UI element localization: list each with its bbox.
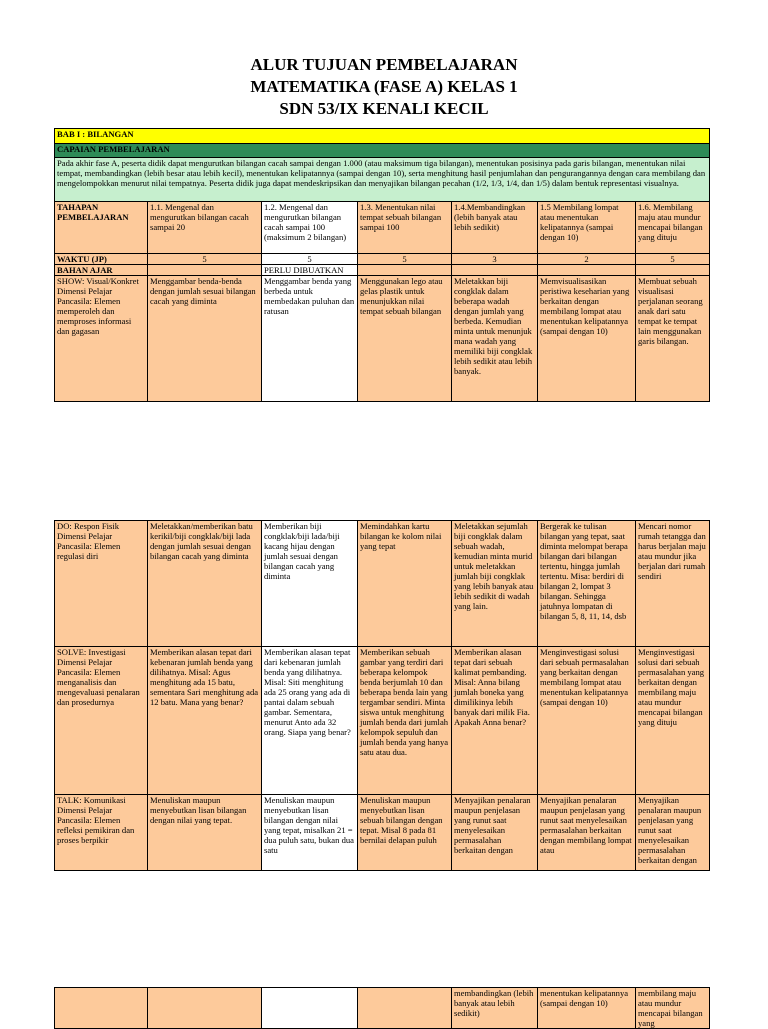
talk-4: Menyajikan penalaran maupun penjelasan yang runut saat menyelesaikan permasalahan berkaitan dengan [452,795,538,871]
cont-5: menentukan kelipatannya (sampai dengan 10) [538,988,636,1029]
solve-label: SOLVE: Investigasi Dimensi Pelajar Pancasila: Elemen menganalisis dan mengevaluasi penalaran dan prosedurnya [55,647,148,795]
do-5: Bergerak ke tulisan bilangan yang tepat, saat diminta melompat berapa bilangan dari bilangan tertentu, hingga jumlah tertentu. Misa: berdiri di bilangan 2, lompat 3 bilangan. Sehingga jatuhnya lompatan di bilangan 5, 8, 11, 14, dsb [538,521,636,647]
show-5: Memvisualisasikan peristiwa keseharian yang berkaitan dengan membilang lompat atau menentukan kelipatannya (sampai dengan 10) [538,276,636,402]
do-2: Memberikan biji congklak/biji lada/biji kacang hijau dengan jumlah sesuai dengan bilangan cacah yang diminta [262,521,358,647]
do-3: Memindahkan kartu bilangan ke kolom nilai yang tepat [358,521,452,647]
atp-table-3 [54,987,710,1029]
talk-1: Menuliskan maupun menyebutkan lisan bilangan dengan nilai yang tepat. [148,795,262,871]
waktu-3: 5 [358,254,452,265]
talk-5: Menyajikan penalaran maupun penjelasan yang runut saat menyelesaikan permasalahan berkaitan dengan membilang lompat atau [538,795,636,871]
atp-table-2 [54,520,710,871]
solve-3: Memberikan sebuah gambar yang terdiri dari beberapa kelompok benda berjumlah 10 dan beberapa benda lain yang tergambar sendiri. Minta siswa untuk menghitung jumlah benda dari jumlah kelompok sepuluh dan jumlah benda yang hanya satu atau dua. [358,647,452,795]
cont-1 [148,988,262,1029]
show-label: SHOW: Visual/Konkret Dimensi Pelajar Pancasila: Elemen memperoleh dan memproses informasi dan gagasan [55,276,148,402]
tujuan-1-5: 1.5 Membilang lompat atau menentukan kelipatannya (sampai dengan 10) [538,202,636,254]
bahan-5 [538,265,636,276]
solve-1: Memberikan alasan tepat dari kebenaran jumlah benda yang dilihatnya. Misal: Agus menghitung ada 15 batu, sementara Sari menghitung ada 12 batu. Mana yang benar? [148,647,262,795]
talk-3: Menuliskan maupun menyebutkan lisan sebuah bilangan dengan tepat. Misal 8 pada 81 bernilai delapan puluh [358,795,452,871]
show-4: Meletakkan biji congklak dalam beberapa wadah dengan jumlah yang berbeda. Kemudian minta untuk menunjuk mana wadah yang memiliki biji congklak lebih sedikit atau lebih banyak. [452,276,538,402]
talk-2: Menuliskan maupun menyebutkan lisan bilangan dengan nilai yang tepat, misalkan 21 = dua puluh satu, bukan dua satu [262,795,358,871]
do-4: Meletakkan sejumlah biji congklak dalam sebuah wadah, kemudian minta murid untuk meletakkan jumlah biji congklak yang lebih banyak atau lebih sedikit di wadah yang lain. [452,521,538,647]
solve-6: Menginvestigasi solusi dari sebuah permasalahan yang berkaitan dengan membilang maju atau mundur mencapai bilangan yang dituju [636,647,710,795]
talk-label: TALK: Komunikasi Dimensi Pelajar Pancasila: Elemen refleksi pemikiran dan proses berpikir [55,795,148,871]
cont-2 [262,988,358,1029]
tujuan-1-2: 1.2. Mengenal dan mengurutkan bilangan cacah sampai 100 (maksimum 2 bilangan) [262,202,358,254]
doc-title-line3: SDN 53/IX KENALI KECIL [279,99,489,118]
tujuan-1-3: 1.3. Menentukan nilai tempat sebuah bilangan sampai 100 [358,202,452,254]
waktu-2: 5 [262,254,358,265]
capaian-heading: CAPAIAN PEMBELAJARAN [55,144,710,158]
solve-4: Memberikan alasan tepat dari sebuah kalimat pembanding. Misal: Anna bilang jumlah boneka yang dimilikinya lebih banyak dari milik Fia. Apakah Anna benar? [452,647,538,795]
capaian-text: Pada akhir fase A, peserta didik dapat mengurutkan bilangan cacah sampai dengan 1.000 (atau maksimum tiga bilangan), menentukan posisinya pada garis bilangan, menentukan nilai tempat, membandingkan (lebih besar atau lebih kecil), menentukan kelipatannya (sampai dengan 10), serta menghitung hasil penjumlahan dan pengurangannya dengan cara membilang dan mengelompokkan menurut nilai tempatnya. Peserta didik juga dapat mendeskripsikan dan menyajikan bilangan pecahan (1/2, 1/3, 1/4, dan 1/5) dalam bentuk representasi visualnya. [55,158,710,202]
show-6: Membuat sebuah visualisasi perjalanan seorang anak dari satu tempat ke tempat lain menggunakan garis bilangan. [636,276,710,402]
bahan-3 [358,265,452,276]
do-1: Meletakkan/memberikan batu kerikil/biji congklak/biji lada dengan jumlah sesuai dengan bilangan cacah yang diminta [148,521,262,647]
do-label: DO: Respon Fisik Dimensi Pelajar Pancasila: Elemen regulasi diri [55,521,148,647]
solve-2: Memberikan alasan tepat dari kebenaran jumlah benda yang dilihatnya. Misal: Siti menghitung ada 25 orang yang ada di pantai dalam sebuah gambar. Sementara, menurut Anto ada 32 orang. Siapa yang benar? [262,647,358,795]
waktu-6: 5 [636,254,710,265]
solve-5: Menginvestigasi solusi dari sebuah permasalahan yang berkaitan dengan membilang lompat atau menentukan kelipatannya (sampai dengan 10) [538,647,636,795]
tujuan-1-6: 1.6. Membilang maju atau mundur mencapai bilangan yang dituju [636,202,710,254]
doc-title-line2: MATEMATIKA (FASE A) KELAS 1 [250,77,518,96]
waktu-5: 2 [538,254,636,265]
tujuan-1-4: 1.4.Membandingkan (lebih banyak atau lebih sedikit) [452,202,538,254]
talk-6: Menyajikan penalaran maupun penjelasan yang runut saat menyelesaikan permasalahan berkaitan dengan [636,795,710,871]
bahan-2: PERLU DIBUATKAN [262,265,358,276]
atp-table-1 [54,128,710,402]
do-6: Mencari nomor rumah tetangga dan harus berjalan maju atau mundur jika berjalan dari rumah sendiri [636,521,710,647]
tahapan-label: TAHAPAN PEMBELAJARAN [55,202,148,254]
bahan-1 [148,265,262,276]
cont-4: membandingkan (lebih banyak atau lebih sedikit) [452,988,538,1029]
cont-label [55,988,148,1029]
show-2: Menggambar benda yang berbeda untuk membedakan puluhan dan ratusan [262,276,358,402]
bab-heading: BAB I : BILANGAN [55,129,710,144]
tujuan-1-1: 1.1. Mengenal dan mengurutkan bilangan cacah sampai 20 [148,202,262,254]
cont-6: membilang maju atau mundur mencapai bilangan yang [636,988,710,1029]
bahan-label: BAHAN AJAR [55,265,148,276]
doc-title-line1: ALUR TUJUAN PEMBELAJARAN [250,55,518,74]
waktu-1: 5 [148,254,262,265]
waktu-4: 3 [452,254,538,265]
show-1: Menggambar benda-benda dengan jumlah sesuai bilangan cacah yang diminta [148,276,262,402]
show-3: Menggunakan lego atau gelas plastik untuk menunjukkan nilai tempat sebuah bilangan [358,276,452,402]
bahan-6 [636,265,710,276]
cont-3 [358,988,452,1029]
waktu-label: WAKTU (JP) [55,254,148,265]
bahan-4 [452,265,538,276]
